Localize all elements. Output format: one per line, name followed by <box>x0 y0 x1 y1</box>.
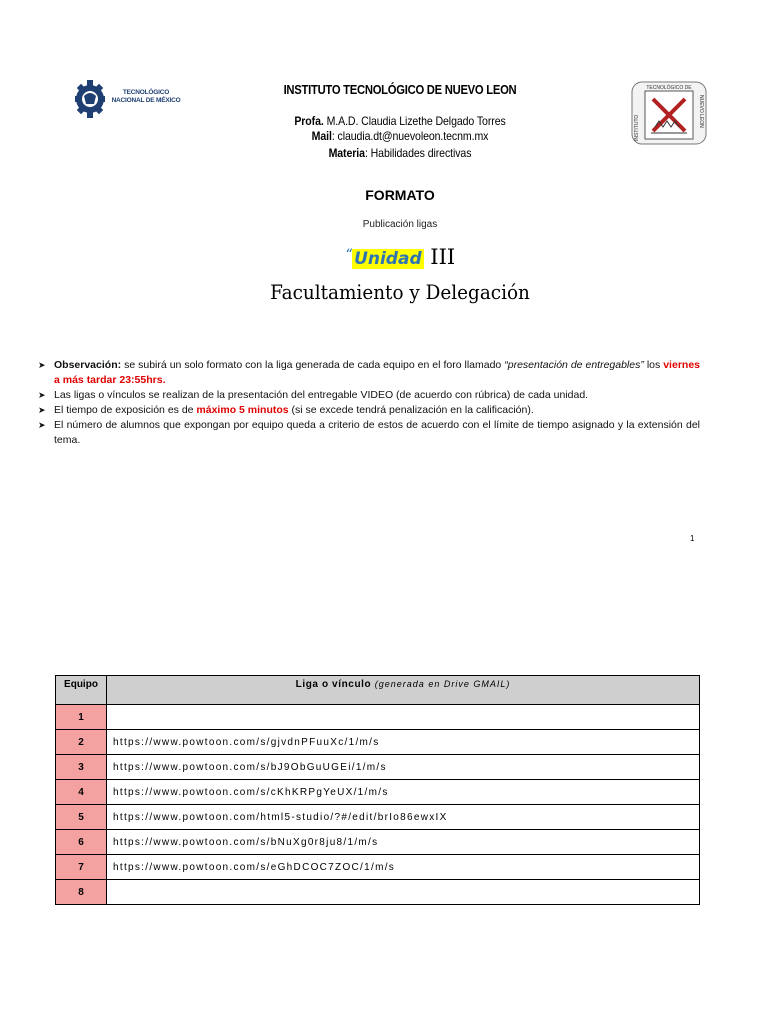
itnl-seal-logo <box>631 81 707 145</box>
team-link[interactable] <box>107 880 700 905</box>
svg-text:TECNOLÓGICO DE: TECNOLÓGICO DE <box>646 85 692 91</box>
instruction-text: El número de alumnos que expongan por equipo queda a criterio de estos de acuerdo con el límite de tiempo asignado y la extensión del tema. <box>54 419 700 446</box>
unidad-heading <box>150 244 650 270</box>
publicacion-subtitle: Publicación ligas <box>362 219 438 230</box>
arrow-bullet-icon: ➤ <box>38 420 46 430</box>
unidad-quote: “ <box>344 247 353 263</box>
instruction-text: Las ligas o vínculos se realizan de la presentación del entregable VIDEO (de acuerdo con rúbrica) de cada unidad. <box>54 389 589 401</box>
instruction-item <box>38 403 700 418</box>
team-link[interactable]: https://www.powtoon.com/s/bNuXg0r8ju8/1/m/s <box>107 830 700 855</box>
page-number: 1 <box>690 534 695 543</box>
liga-header <box>107 676 700 705</box>
arrow-bullet-icon: ➤ <box>38 405 46 415</box>
instruction-text: los <box>643 359 664 371</box>
team-link[interactable]: https://www.powtoon.com/s/gjvdnPFuuXc/1/m/s <box>107 730 700 755</box>
tecnm-logo-line2: NACIONAL DE MÉXICO <box>111 97 181 104</box>
team-link[interactable]: https://www.powtoon.com/s/cKhKRPgYeUX/1/m/s <box>107 780 700 805</box>
unidad-word: Unidad <box>354 249 422 269</box>
table-row <box>56 755 700 780</box>
team-number: 1 <box>56 705 107 730</box>
mail-value: : claudia.dt@nuevoleon.tecnm.mx <box>331 129 489 143</box>
instruction-text: se subirá un solo formato con la liga generada de cada equipo en el foro llamado <box>121 359 505 371</box>
mail-line <box>180 129 620 143</box>
tecnm-logo-text <box>110 89 182 105</box>
institution-name: INSTITUTO TECNOLÓGICO DE NUEVO LEON <box>283 83 517 97</box>
professor-label: Profa. <box>294 114 324 128</box>
table-row <box>56 705 700 730</box>
team-link[interactable]: https://www.powtoon.com/s/eGhDCOC7ZOC/1/m/s <box>107 855 700 880</box>
team-number: 7 <box>56 855 107 880</box>
tecnm-logo <box>74 74 184 124</box>
team-number: 6 <box>56 830 107 855</box>
instruction-item <box>38 418 700 448</box>
team-link[interactable] <box>107 705 700 730</box>
table-row <box>56 805 700 830</box>
tecnm-logo-line1: TECNOLÓGICO <box>122 89 170 96</box>
links-table <box>55 675 700 905</box>
table-row <box>56 780 700 805</box>
liga-header-note: (generada en Drive GMAIL) <box>371 679 511 689</box>
deadline-highlight: viernes a más tardar 23:55hrs. <box>54 359 700 386</box>
team-number: 4 <box>56 780 107 805</box>
arrow-bullet-icon: ➤ <box>38 390 46 400</box>
table-row <box>56 855 700 880</box>
subject-title: Facultamiento y Delegación <box>270 280 530 304</box>
instruction-item <box>38 358 700 388</box>
formato-title: FORMATO <box>365 187 435 203</box>
table-row <box>56 730 700 755</box>
team-link[interactable]: https://www.powtoon.com/s/bJ9ObGuUGEi/1/m/s <box>107 755 700 780</box>
liga-header-label: Liga o vínculo <box>295 679 372 690</box>
team-number: 3 <box>56 755 107 780</box>
table-header-row <box>56 676 700 705</box>
professor-value: M.A.D. Claudia Lizethe Delgado Torres <box>323 114 506 128</box>
materia-value: : Habilidades directivas <box>364 146 472 160</box>
svg-text:NUEVO LEON: NUEVO LEON <box>698 95 704 128</box>
time-limit-highlight: máximo 5 minutos <box>196 404 289 416</box>
instruction-text: (si se excede tendrá penalización en la calificación). <box>288 404 534 416</box>
mail-label: Mail <box>311 129 332 143</box>
team-link[interactable]: https://www.powtoon.com/html5-studio/?#/edit/brIo86ewxIX <box>107 805 700 830</box>
instructions-list <box>38 358 700 448</box>
unidad-roman: III <box>423 245 456 269</box>
materia-line <box>180 146 620 160</box>
gear-eagle-icon <box>74 74 106 124</box>
team-number: 5 <box>56 805 107 830</box>
table-row <box>56 830 700 855</box>
instruction-item <box>38 388 700 403</box>
instruction-text: El tiempo de exposición es de <box>54 404 197 416</box>
team-number: 2 <box>56 730 107 755</box>
svg-text:INSTITUTO: INSTITUTO <box>634 114 640 141</box>
observacion-label: Observación: <box>54 359 122 371</box>
table-row <box>56 880 700 905</box>
forum-name: “presentación de entregables” <box>504 359 644 371</box>
team-number: 8 <box>56 880 107 905</box>
materia-label: Materia <box>328 146 365 160</box>
arrow-bullet-icon: ➤ <box>38 360 46 370</box>
equipo-header: Equipo <box>56 676 107 705</box>
professor-line <box>180 114 620 128</box>
